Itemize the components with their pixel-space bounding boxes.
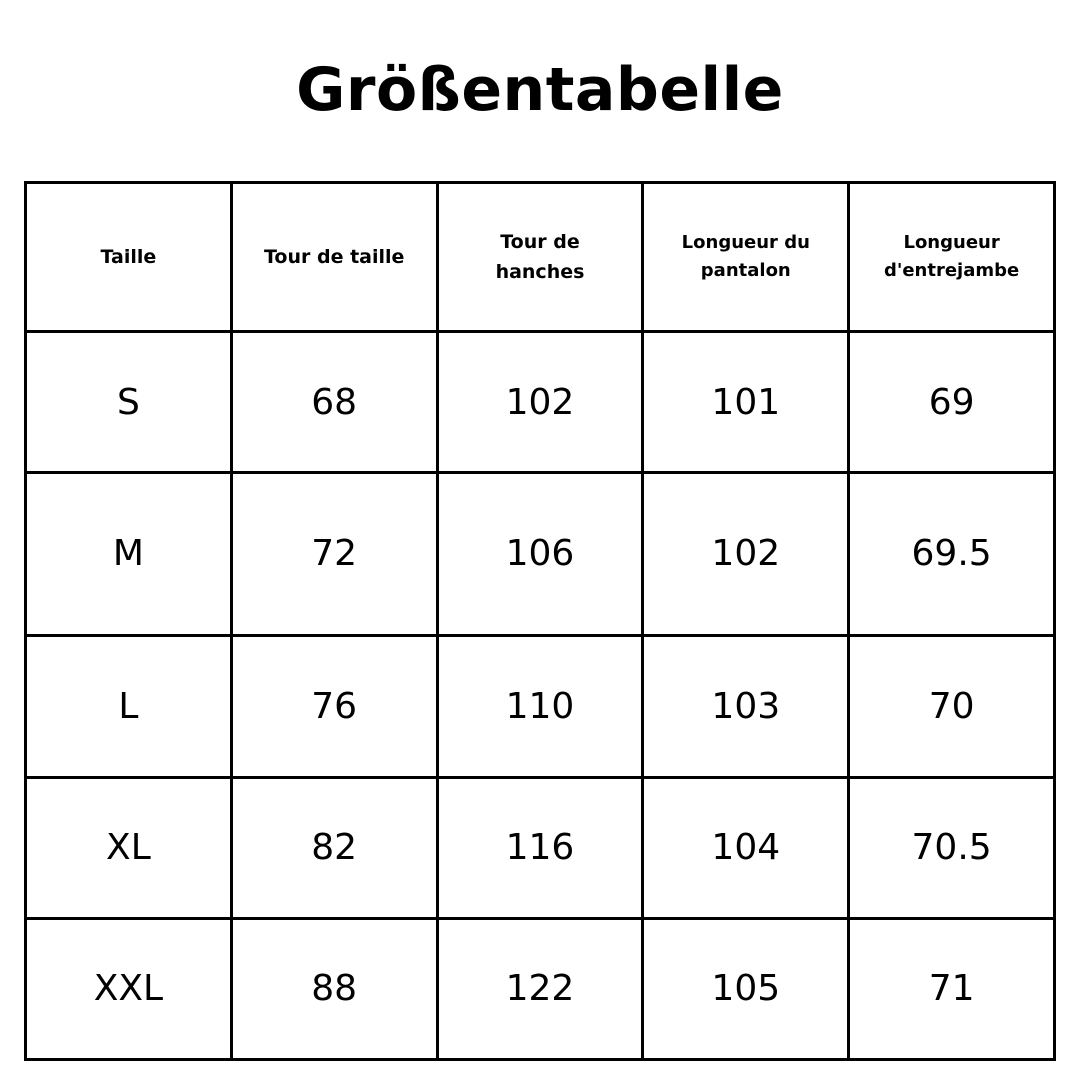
- cell-waist: 76: [231, 635, 437, 777]
- table-row: [26, 332, 1055, 473]
- header-label: Taille: [100, 246, 157, 268]
- cell-size: L: [26, 635, 232, 777]
- cell-hips: 116: [437, 777, 643, 918]
- header-cell-trouser-length: [643, 183, 849, 332]
- cell-trouser-length: 101: [643, 332, 849, 473]
- header-cell-waist: [231, 183, 437, 332]
- size-table: [24, 181, 1056, 1061]
- table-row: [26, 635, 1055, 777]
- table-row: [26, 918, 1055, 1059]
- table-header: [26, 183, 1055, 332]
- cell-size: S: [26, 332, 232, 473]
- header-row: [26, 183, 1055, 332]
- cell-size: M: [26, 473, 232, 636]
- cell-hips: 110: [437, 635, 643, 777]
- cell-waist: 82: [231, 777, 437, 918]
- cell-inseam: 70: [849, 635, 1055, 777]
- cell-trouser-length: 102: [643, 473, 849, 636]
- header-label: Tour de taille: [263, 246, 405, 268]
- page-title: Größentabelle: [296, 55, 784, 125]
- cell-waist: 72: [231, 473, 437, 636]
- cell-waist: 68: [231, 332, 437, 473]
- cell-trouser-length: 105: [643, 918, 849, 1059]
- cell-hips: 106: [437, 473, 643, 636]
- cell-trouser-length: 104: [643, 777, 849, 918]
- table-row: [26, 473, 1055, 636]
- cell-hips: 102: [437, 332, 643, 473]
- cell-inseam: 70.5: [849, 777, 1055, 918]
- cell-hips: 122: [437, 918, 643, 1059]
- header-label: Longueur du pantalon: [681, 232, 810, 281]
- header-cell-size: [26, 183, 232, 332]
- table-row: [26, 777, 1055, 918]
- header-label: Longueur d'entrejambe: [883, 232, 1020, 281]
- cell-waist: 88: [231, 918, 437, 1059]
- cell-inseam: 69: [849, 332, 1055, 473]
- header-label: Tour de hanches: [495, 231, 585, 283]
- cell-trouser-length: 103: [643, 635, 849, 777]
- cell-inseam: 71: [849, 918, 1055, 1059]
- table-body: [26, 332, 1055, 1060]
- cell-inseam: 69.5: [849, 473, 1055, 636]
- header-cell-inseam: [849, 183, 1055, 332]
- cell-size: XL: [26, 777, 232, 918]
- cell-size: XXL: [26, 918, 232, 1059]
- header-cell-hips: [437, 183, 643, 332]
